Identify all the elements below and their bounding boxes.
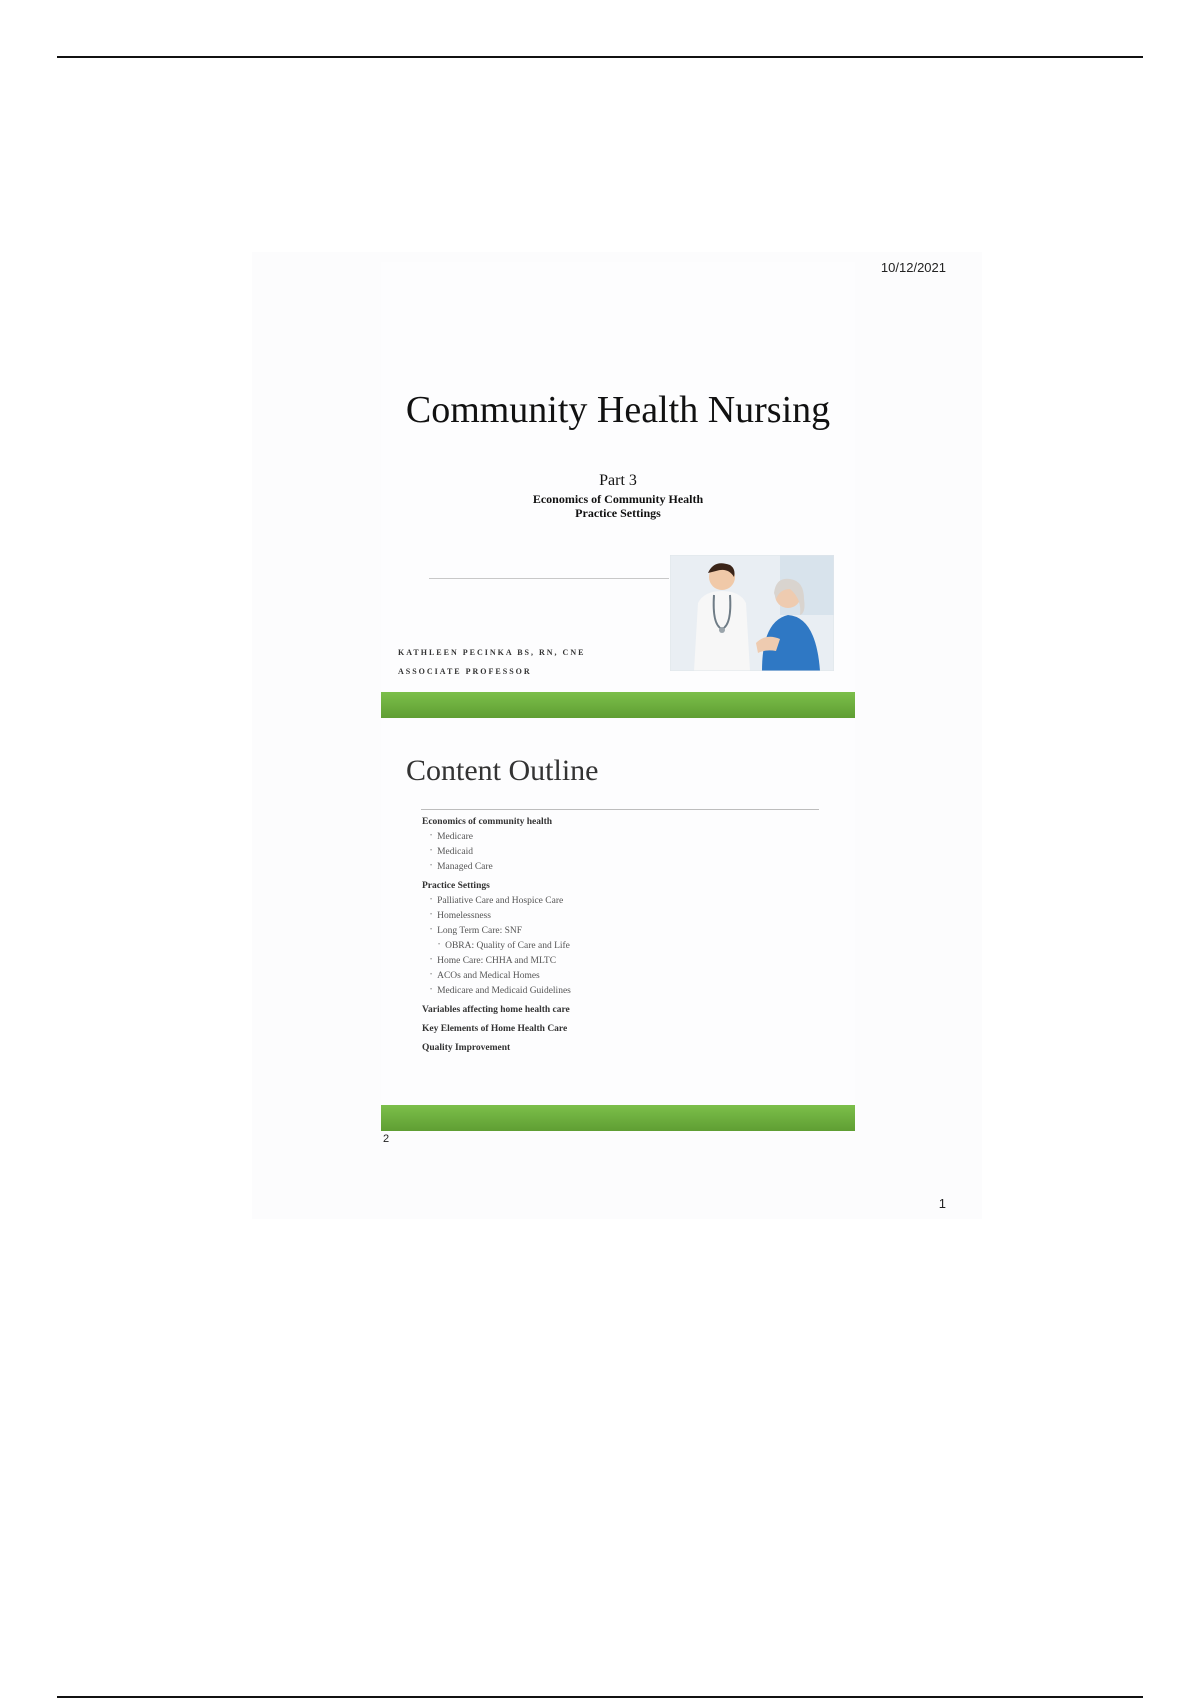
outline-heading-quality: Quality Improvement: [422, 1043, 511, 1053]
slide-2: [381, 719, 855, 1145]
outline-item: • Managed Care: [422, 859, 822, 874]
outline-item: • Palliative Care and Hospice Care: [422, 893, 822, 908]
content-outline: [422, 812, 822, 1055]
outline-item: • Medicaid: [422, 844, 822, 859]
outline-item: • Home Care: CHHA and MLTC: [422, 953, 822, 968]
outline-item: • Medicare: [422, 829, 822, 844]
slide-2-divider: [421, 809, 819, 810]
outline-item: • ACOs and Medical Homes: [422, 968, 822, 983]
outline-heading-practice: Practice Settings: [422, 881, 490, 891]
header-date: 10/12/2021: [880, 260, 946, 275]
subtitle-line-1: Economics of Community Health: [532, 492, 704, 506]
bottom-rule: [57, 1696, 1143, 1698]
slide-1-author: KATHLEEN PECINKA BS, RN, CNE: [398, 648, 586, 657]
slide-handout-sheet: [252, 252, 982, 1219]
nurse-patient-photo: [670, 555, 834, 671]
slide-1-title: Community Health Nursing: [405, 389, 831, 431]
subtitle-line-2: Practice Settings: [575, 506, 661, 520]
slide-1-divider: [429, 578, 669, 579]
outline-item: • Long Term Care: SNF: [422, 923, 822, 938]
outline-heading-key-elements: Key Elements of Home Health Care: [422, 1024, 568, 1034]
slide-1-role: ASSOCIATE PROFESSOR: [398, 667, 532, 676]
outline-heading-variables: Variables affecting home health care: [422, 1005, 570, 1015]
outline-item: • Medicare and Medicaid Guidelines: [422, 983, 822, 998]
slide-1-subtitle: [381, 492, 855, 520]
page-number: 1: [938, 1196, 946, 1211]
outline-subitem: • OBRA: Quality of Care and Life: [422, 938, 822, 953]
slide-2-number: 2: [383, 1133, 390, 1145]
slide-1-accent-bar: [381, 692, 855, 718]
outline-item: • Homelessness: [422, 908, 822, 923]
slide-1-part: Part 3: [599, 472, 637, 489]
top-rule: [57, 56, 1143, 58]
slide-2-accent-bar: [381, 1105, 855, 1131]
slide-1: [381, 262, 855, 714]
outline-heading-economics: Economics of community health: [422, 817, 553, 827]
slide-2-title: Content Outline: [406, 754, 599, 787]
